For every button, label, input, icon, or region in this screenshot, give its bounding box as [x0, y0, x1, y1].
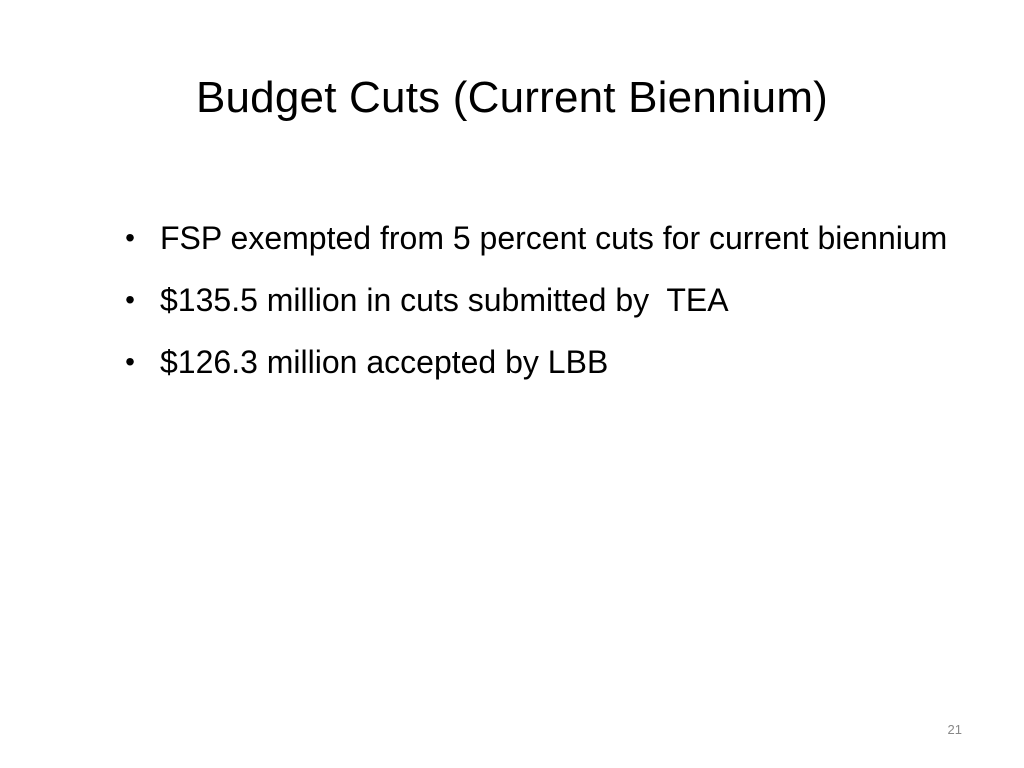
bullet-icon: • [125, 346, 135, 377]
bullet-text: $126.3 million accepted by LBB [160, 344, 609, 380]
bullet-icon: • [125, 222, 135, 253]
list-item [120, 338, 960, 386]
bullet-text: FSP exempted from 5 percent cuts for current biennium [160, 220, 948, 256]
list-item [120, 276, 960, 324]
slide-number: 21 [947, 722, 962, 737]
slide-title: Budget Cuts (Current Biennium) [195, 73, 829, 122]
bullet-icon: • [125, 284, 135, 315]
bullet-text: $135.5 million in cuts submitted by TEA [160, 282, 729, 318]
bullet-list [120, 214, 960, 400]
list-item [120, 214, 960, 262]
